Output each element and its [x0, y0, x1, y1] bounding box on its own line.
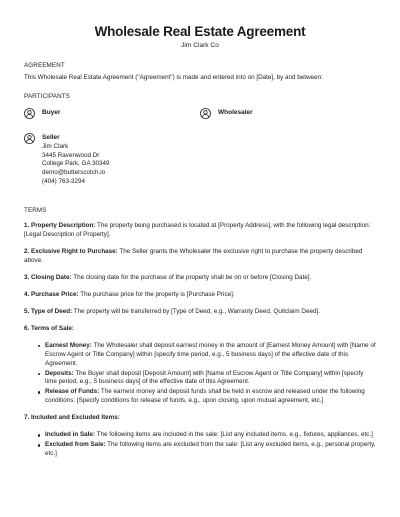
item-text: The following items are included in the sale: [List any included items, e.g., fixtures, appliances, etc.] — [95, 431, 373, 439]
term-text: The Seller grants the Wholesaler the exclusive right to purchase the property described above. — [24, 248, 363, 265]
term-title: 1. Property Description: — [24, 222, 96, 230]
term-purchase-price — [24, 291, 376, 300]
buyer-label: Buyer — [42, 109, 61, 117]
wholesaler-label: Wholesaler — [218, 109, 253, 117]
terms-of-sale-list — [38, 342, 376, 407]
included-excluded-list — [38, 431, 376, 459]
item-title: Earnest Money: — [45, 341, 92, 349]
item-title: Included in Sale: — [45, 431, 96, 439]
term-exclusive-right — [24, 248, 376, 266]
term-closing-date — [24, 274, 376, 283]
list-item — [38, 441, 376, 459]
item-title: Release of Funds: — [45, 388, 100, 396]
term-title: 5. Type of Deed: — [24, 307, 73, 315]
term-title: 3. Closing Date: — [24, 273, 72, 281]
seller-email: demo@butterscotch.io — [42, 169, 106, 177]
term-title: 6. Terms of Sale: — [24, 324, 74, 332]
item-text: The earnest money and deposit funds shall be held in escrow and released under the following conditions: [Specify conditions for release of funds, e.g., upon closing, upon mutual agreement, etc.] — [45, 388, 365, 405]
term-text: The closing date for the purchase of the property shall be on or before [Closing Date]. — [71, 273, 312, 281]
item-title: Deposits: — [45, 369, 74, 377]
wholesaler-party — [200, 108, 253, 119]
item-title: Excluded from Sale: — [45, 441, 106, 449]
seller-phone: (404) 763-3294 — [42, 178, 86, 186]
seller-name: Jim Clark — [42, 142, 69, 150]
list-item — [38, 370, 376, 388]
seller-details — [42, 133, 110, 187]
person-icon — [24, 133, 35, 144]
term-text: The property being purchased is located at [Property Address], with the following legal description: [Legal Description of Property]. — [24, 222, 371, 239]
seller-address-line2: College Park, GA 30349 — [42, 160, 110, 168]
terms-heading: TERMS — [24, 207, 47, 215]
seller-party — [24, 133, 376, 187]
term-type-of-deed — [24, 308, 376, 317]
seller-label: Seller — [42, 134, 60, 142]
company-name: Jim Clark Co — [181, 42, 219, 50]
term-terms-of-sale — [24, 325, 376, 407]
list-item — [38, 342, 376, 369]
seller-address-line1: 3445 Ravenwood Dr — [42, 151, 100, 159]
agreement-heading: AGREEMENT — [24, 61, 65, 69]
list-item — [38, 388, 376, 406]
term-text: The property will be transferred by [Type of Deed, e.g., Warranty Deed, Quitclaim Deed]. — [72, 307, 320, 315]
person-icon — [200, 108, 211, 119]
buyer-party — [24, 108, 200, 119]
term-title: 7. Included and Excluded Items: — [24, 414, 120, 422]
list-item — [38, 431, 376, 440]
participants-heading: PARTICIPANTS — [24, 93, 70, 101]
item-text: The Buyer shall deposit [Deposit Amount] with [Name of Escrow Agent or Title Company] within [specify time period, e.g., 5 business days] of the effective date of this Agreement. — [45, 369, 364, 386]
parties-row — [24, 108, 376, 119]
person-icon — [24, 108, 35, 119]
item-text: The following items are excluded from the sale: [List any excluded items, e.g., personal property, etc.] — [45, 441, 376, 458]
document-title: Wholesale Real Estate Agreement — [94, 24, 306, 39]
term-property-description — [24, 222, 376, 240]
term-title: 2. Exclusive Right to Purchase: — [24, 248, 118, 256]
term-title: 4. Purchase Price: — [24, 290, 79, 298]
term-included-excluded — [24, 414, 376, 459]
agreement-intro: This Wholesale Real Estate Agreement ("Agreement") is made and entered into on [Date], by and between: — [24, 74, 323, 82]
term-text: The purchase price for the property is [Purchase Price]. — [78, 290, 235, 298]
item-text: The Wholesaler shall deposit earnest money in the amount of [Earnest Money Amount] with [Name of Escrow Agent or Title Company] within [specify time period, e.g., 5 business days] of the effective date of this Agreement. — [45, 341, 376, 367]
